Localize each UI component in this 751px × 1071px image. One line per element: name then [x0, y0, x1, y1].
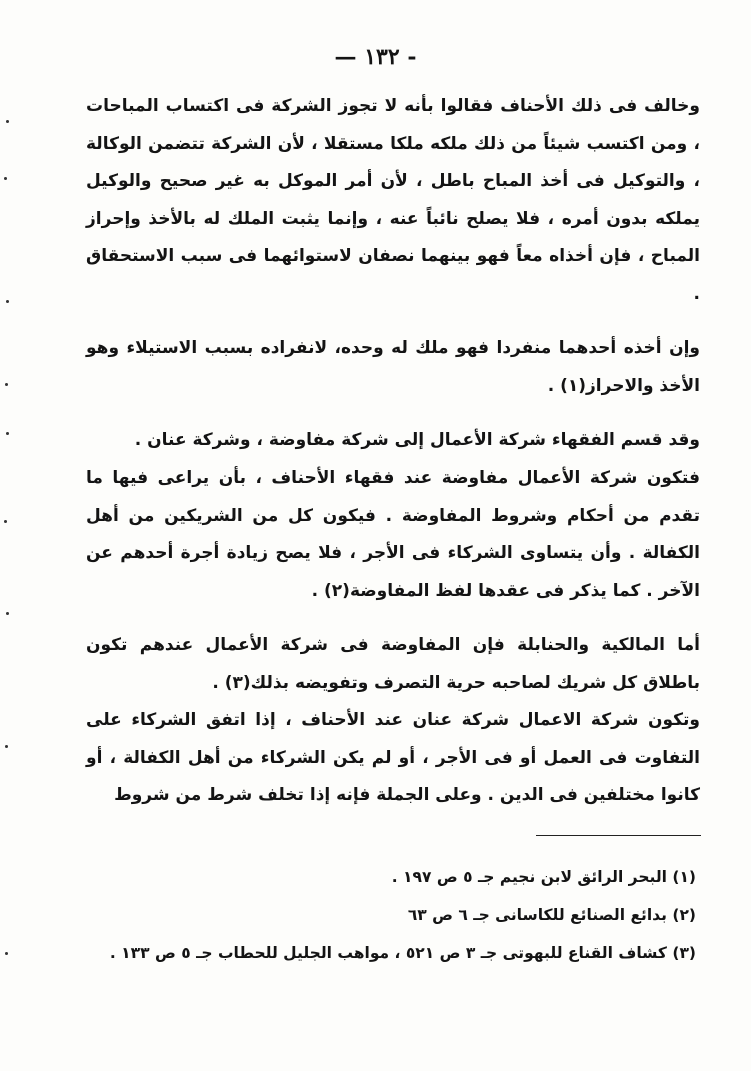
- scan-speck: [5, 383, 8, 386]
- footnote-divider: [536, 835, 701, 836]
- scan-speck: [5, 952, 8, 955]
- footnotes-list: [70, 858, 696, 972]
- paragraph: فتكون شركة الأعمال مفاوضة عند فقهاء الأحناف ، بأن يراعى فيها ما تقدم من أحكام وشروط المفاوضة . فيكون كل من الشريكين من أهل الكفالة . وأن يتساوى الشركاء فى الأجر ، فلا يصح زيادة أجرة أحدهم عن الآخر . كما يذكر فى عقدها لفظ المفاوضة(٢) .: [86, 468, 700, 601]
- footnote: (١) البحر الرائق لابن نجيم جـ ٥ ص ١٩٧ .: [391, 868, 696, 886]
- paragraph: وخالف فى ذلك الأحناف فقالوا بأنه لا تجوز الشركة فى اكتساب المباحات ، ومن اكتسب شيئاً من ذلك ملكه ملكا مستقلا ، لأن الشركة تتضمن الوكالة ، والتوكيل فى أخذ المباح باطل ، لأن أمر الموكل به غير صحيح والوكيل يملكه بدون أمره ، فلا يصلح نائباً عنه ، وإنما يثبت الملك له بالأخذ وإحراز المباح ، فإن أخذاه معاً فهو بينهما نصفان لاستوائهما فى سبب الاستحقاق .: [86, 96, 700, 304]
- scan-speck: [6, 432, 9, 435]
- scan-speck: [6, 120, 9, 123]
- scan-speck: [6, 300, 9, 303]
- footnote: (٣) كشاف القناع للبهوتى جـ ٣ ص ٥٢١ ، مواهب الجليل للحطاب جـ ٥ ص ١٣٣ .: [109, 944, 696, 962]
- page-number: — ١٣٢ -: [334, 44, 417, 70]
- paragraph: وتكون شركة الاعمال شركة عنان عند الأحناف ، إذا اتفق الشركاء على التفاوت فى العمل أو فى الأجر ، أو لم يكن الشركاء من أهل الكفالة ، أو كانوا مختلفين فى الدين . وعلى الجملة فإنه إذا تخلف شرط من شروط: [86, 710, 700, 805]
- paragraph: أما المالكية والحنابلة فإن المفاوضة فى شركة الأعمال عندهم تكون باطلاق كل شريك لصاحبه حرية التصرف وتفويضه بذلك(٣) .: [86, 635, 700, 693]
- paragraph: وقد قسم الفقهاء شركة الأعمال إلى شركة مفاوضة ، وشركة عنان .: [134, 430, 700, 450]
- paragraph: وإن أخذه أحدهما منفردا فهو ملك له وحده، لانفراده بسبب الاستيلاء وهو الأخذ والاحراز(١) .: [86, 338, 700, 396]
- scan-speck: [4, 177, 7, 180]
- footnote: (٢) بدائع الصنائع للكاسانى جـ ٦ ص ٦٣: [407, 906, 696, 924]
- scan-speck: [5, 745, 8, 748]
- scan-speck: [6, 612, 9, 615]
- scan-speck: [4, 520, 7, 523]
